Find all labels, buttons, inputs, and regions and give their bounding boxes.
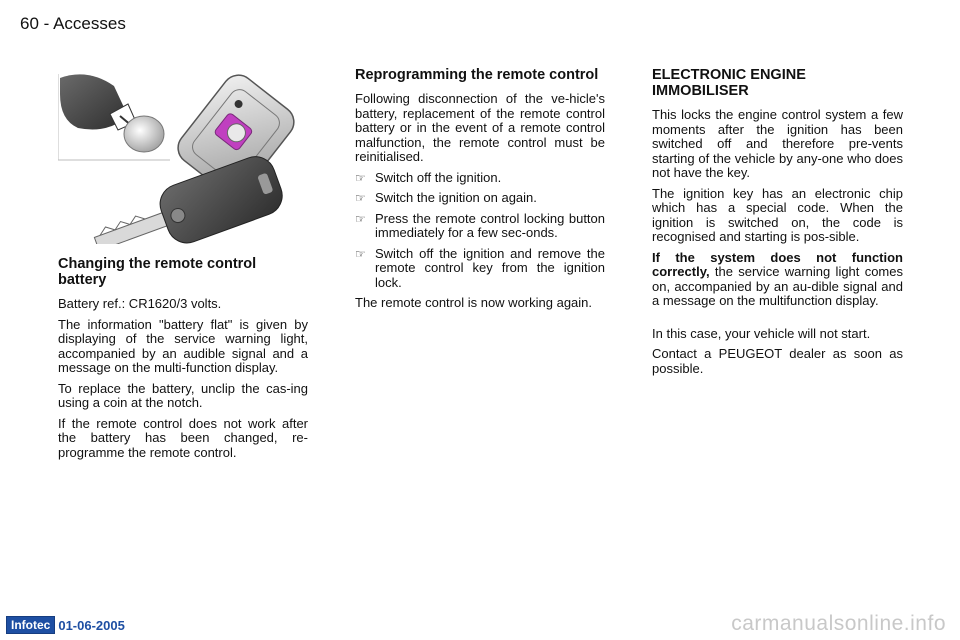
page-number: 60 <box>20 14 39 33</box>
section-title: Accesses <box>53 14 126 33</box>
immobiliser-heading: ELECTRONIC ENGINE IMMOBILISER <box>652 67 806 99</box>
immobiliser-warning-text: the service warning light comes on, accompanied by an au-dible signal and a message on the multifunction display. <box>652 264 903 308</box>
immobiliser-p2: The ignition key has an electronic chip which has a special code. When the ignition is switched on, the code is recognised and starting is pos-sible. <box>652 185 903 244</box>
pointing-hand-icon: ☞ <box>355 170 366 185</box>
replace-battery-paragraph: To replace the battery, unclip the cas-ing using a coin at the notch. <box>58 380 308 410</box>
header-separator: - <box>38 14 54 33</box>
immobiliser-p3 <box>652 251 903 309</box>
immobiliser-p4: In this case, your vehicle will not start. <box>652 325 871 341</box>
battery-heading: Changing the remote control battery <box>58 256 257 288</box>
pointing-hand-icon: ☞ <box>355 246 366 261</box>
remote-key-battery-illustration <box>58 64 308 244</box>
battery-flat-paragraph: The information "battery flat" is given by displaying of the service warning light, accompanied by an audible signal and a message on the multi-function display. <box>58 316 308 375</box>
infotec-logo: Infotec <box>6 616 55 634</box>
reprogramming-heading: Reprogramming the remote control <box>355 67 599 83</box>
list-item: ☞ Switch the ignition on again. <box>355 190 537 205</box>
edition-date: 01-06-2005 <box>58 617 125 633</box>
page-header <box>20 14 126 34</box>
pointing-hand-icon: ☞ <box>355 191 366 205</box>
battery-ref-paragraph: Battery ref.: CR1620/3 volts. <box>58 296 222 311</box>
watermark: carmanualsonline.info <box>731 612 946 635</box>
middle-column <box>355 67 605 317</box>
page-footer <box>6 616 125 634</box>
reprogramming-intro: Following disconnection of the ve-hicle's battery, replacement of the remote control battery or in the event of a remote control malfunction, the remote control must be reinitialised. <box>355 91 605 164</box>
immobiliser-p1: This locks the engine control system a few moments after the ignition has been switched off and therefore pre-vents starting of the vehicle by any-one who does not have the key. <box>652 107 903 180</box>
list-item: ☞ Switch off the ignition and remove the remote control key from the ignition lock. <box>355 245 605 290</box>
reprogramme-paragraph: If the remote control does not work after the battery has been changed, re-programme the remote control. <box>58 415 308 460</box>
list-item: ☞ Press the remote control locking button immediately for a few sec-onds. <box>355 210 605 240</box>
reprogramming-outro: The remote control is now working again. <box>355 295 593 310</box>
list-item: ☞ Switch off the ignition. <box>355 169 502 185</box>
immobiliser-p5: Contact a PEUGEOT dealer as soon as possible. <box>652 346 903 376</box>
left-column <box>58 256 308 466</box>
battery-icon <box>124 116 164 152</box>
right-column <box>652 67 903 382</box>
reprogramming-steps <box>355 171 605 291</box>
pointing-hand-icon: ☞ <box>355 211 366 226</box>
immobiliser-warning-bold: If the system does not function correctly, <box>652 249 903 279</box>
key-blade-icon <box>94 211 170 244</box>
